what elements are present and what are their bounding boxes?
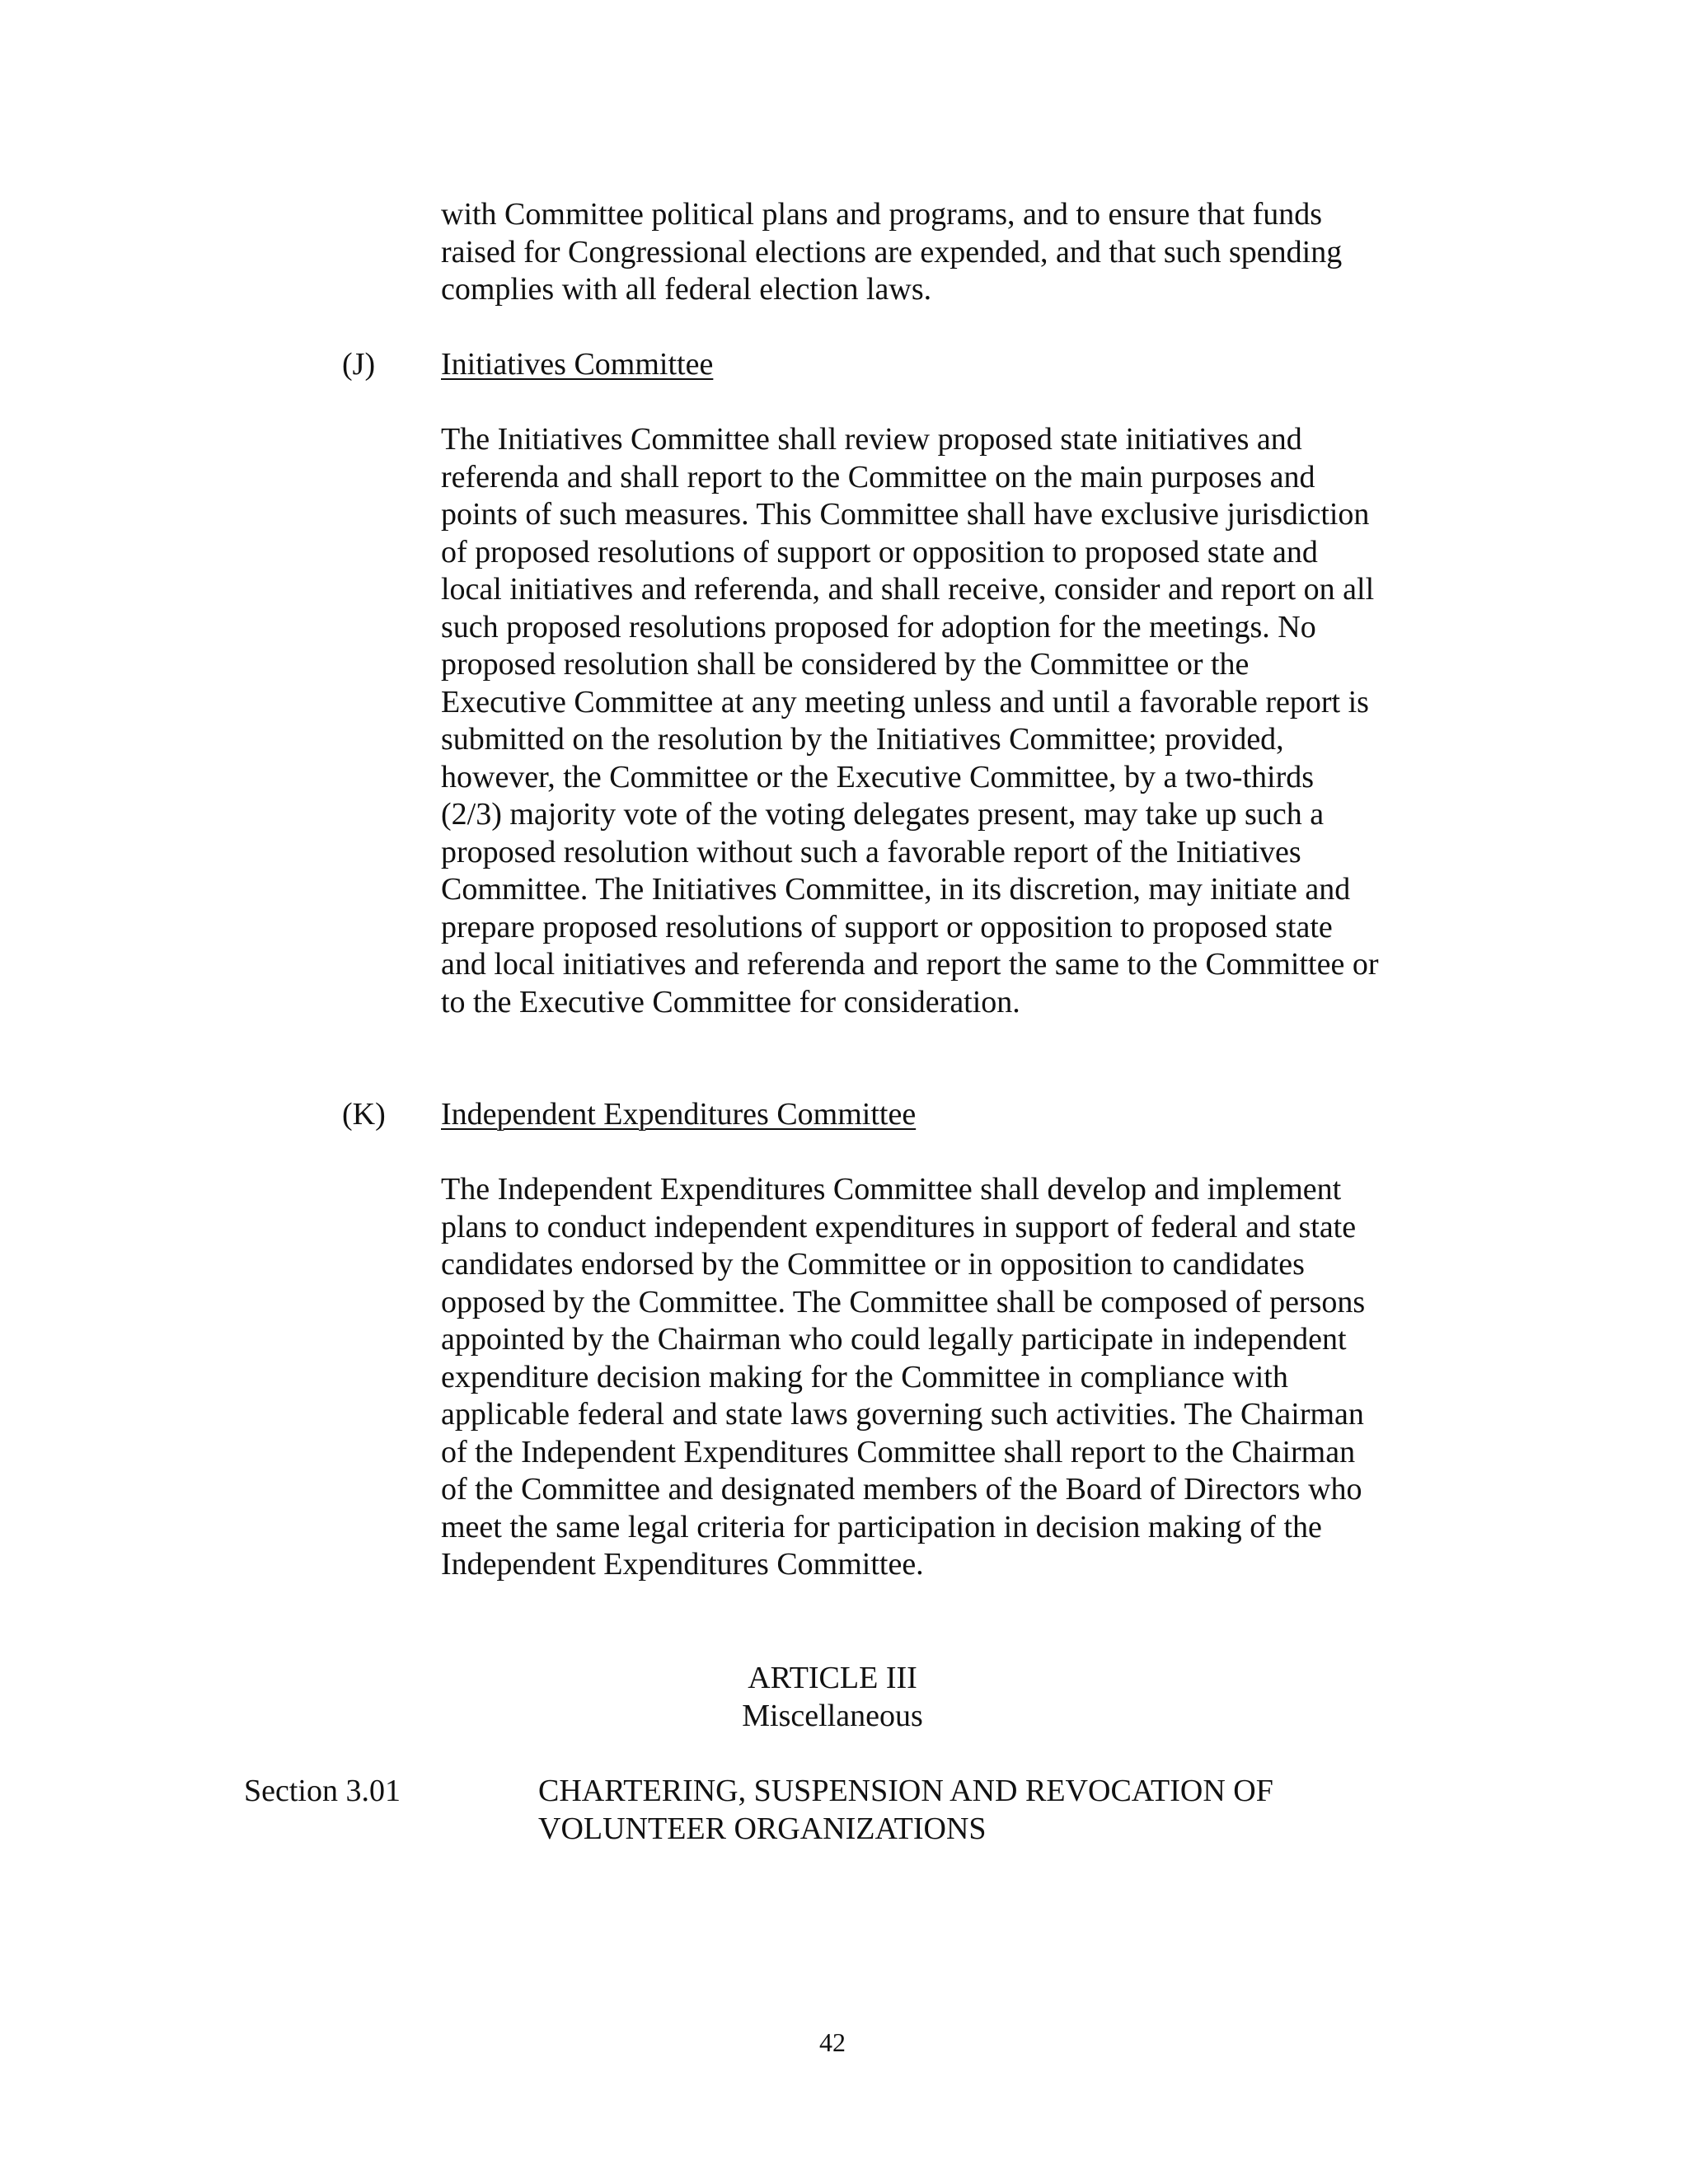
paragraph-line: meet the same legal criteria for participation in decision making of the: [441, 1509, 1322, 1544]
paragraph-line: points of such measures. This Committee shall have exclusive jurisdiction: [441, 497, 1370, 532]
paragraph-line: local initiatives and referenda, and shall receive, consider and report on all: [441, 572, 1375, 607]
paragraph-line: with Committee political plans and programs, and to ensure that funds: [441, 197, 1323, 232]
section-k-label: (K): [342, 1097, 386, 1132]
paragraph-line: applicable federal and state laws governing such activities. The Chairman: [441, 1397, 1364, 1432]
paragraph-line: of proposed resolutions of support or opposition to proposed state and: [441, 534, 1318, 569]
paragraph-line: prepare proposed resolutions of support or opposition to proposed state: [441, 909, 1333, 944]
section-301-title: [538, 1773, 1273, 1848]
section-k-title: Independent Expenditures Committee: [441, 1097, 917, 1132]
paragraph-line: Committee. The Initiatives Committee, in its discretion, may initiate and: [441, 872, 1351, 907]
section-title-line: VOLUNTEER ORGANIZATIONS: [538, 1811, 987, 1846]
section-j-title: Initiatives Committee: [441, 347, 714, 382]
paragraph-line: of the Independent Expenditures Committee shall report to the Chairman: [441, 1434, 1356, 1469]
section-301-label: Section 3.01: [244, 1774, 401, 1808]
page-number: 42: [819, 2027, 846, 2057]
paragraph-line: The Independent Expenditures Committee shall develop and implement: [441, 1172, 1342, 1207]
paragraph-line: appointed by the Chairman who could legally participate in independent: [441, 1322, 1347, 1357]
continuation-paragraph: [441, 196, 1430, 309]
paragraph-line: to the Executive Committee for consideration.: [441, 984, 1020, 1019]
paragraph-line: however, the Committee or the Executive Committee, by a two-thirds: [441, 759, 1315, 794]
paragraph-line: of the Committee and designated members of the Board of Directors who: [441, 1472, 1362, 1507]
article-subheading: Miscellaneous: [742, 1699, 923, 1733]
paragraph-line: submitted on the resolution by the Initiatives Committee; provided,: [441, 722, 1284, 757]
paragraph-line: plans to conduct independent expenditures in support of federal and state: [441, 1209, 1357, 1244]
section-title-line: CHARTERING, SUSPENSION AND REVOCATION OF: [538, 1774, 1273, 1808]
paragraph-line: referenda and shall report to the Committee on the main purposes and: [441, 459, 1315, 494]
paragraph-line: opposed by the Committee. The Committee shall be composed of persons: [441, 1284, 1366, 1319]
paragraph-line: raised for Congressional elections are expended, and that such spending: [441, 234, 1343, 269]
paragraph-line: candidates endorsed by the Committee or in opposition to candidates: [441, 1247, 1305, 1282]
paragraph-line: and local initiatives and referenda and report the same to the Committee or: [441, 947, 1379, 982]
paragraph-line: such proposed resolutions proposed for adoption for the meetings. No: [441, 609, 1316, 644]
paragraph-line: Executive Committee at any meeting unless and until a favorable report is: [441, 684, 1369, 719]
paragraph-line: proposed resolution without such a favorable report of the Initiatives: [441, 834, 1301, 869]
section-k-paragraph: [441, 1171, 1430, 1584]
section-j-paragraph: [441, 421, 1430, 1021]
article-heading: ARTICLE III: [748, 1661, 917, 1695]
section-j-label: (J): [342, 347, 376, 382]
paragraph-line: expenditure decision making for the Committee in compliance with: [441, 1359, 1288, 1394]
paragraph-line: complies with all federal election laws.: [441, 272, 932, 307]
paragraph-line: proposed resolution shall be considered by the Committee or the: [441, 647, 1250, 682]
paragraph-line: Independent Expenditures Committee.: [441, 1547, 924, 1582]
paragraph-line: (2/3) majority vote of the voting delegates present, may take up such a: [441, 797, 1325, 832]
paragraph-line: The Initiatives Committee shall review proposed state initiatives and: [441, 422, 1302, 457]
